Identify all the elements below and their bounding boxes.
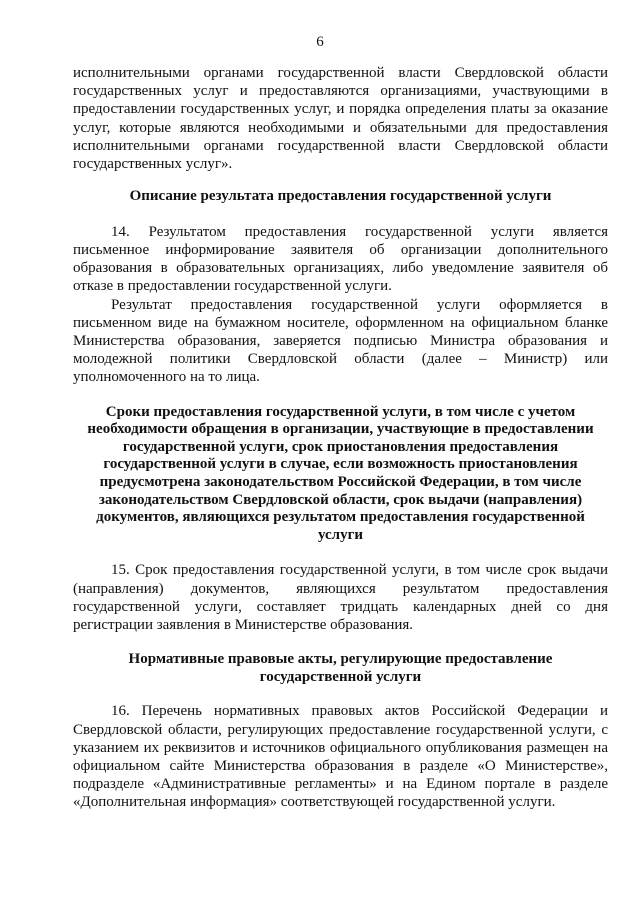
spacer [73, 686, 608, 702]
paragraph-16: 16. Перечень нормативных правовых актов Российской Федерации и Свердловской области, регулирующих предоставление государственной услуги, с указанием их реквизитов и источников официального опубликования размещен на официальном сайте Министерства образования в разделе «О Министерстве», подразделе «Административные регламенты» и на Едином портале в разделе «Дополнительная информация» соответствующей государственной услуги. [73, 703, 608, 811]
spacer [73, 634, 608, 651]
intro-paragraph: исполнительными органами государственной власти Свердловской области государственных услуг и предоставляются организациями, участвующими в предоставлении государственных услуг, и порядка определения платы за оказание услуг, которые являются необходимыми и обязательными для предоставления исполнительными органами государственной власти Свердловской области государственных услуг». [73, 65, 608, 173]
spacer [73, 387, 608, 404]
section-heading-terms: Сроки предоставления государственной услуги, в том числе с учетом необходимости обращения в организации, участвующие в предоставлении государственной услуги, срок приостановления предоставления государственной услуги в случае, если возможность приостановления предусмотрена законодательством Российской Федерации, в том числе законодательством Свердловской области, срок выдачи (направления) документов, являющихся результатом предоставления государственной услуги [87, 403, 594, 543]
paragraph-15: 15. Срок предоставления государственной услуги, в том числе срок выдачи (направления) документов, являющихся результатом предоставления государственной услуги, составляет тридцать календарных дней со дня регистрации заявления в Министерстве образования. [73, 562, 608, 633]
spacer [73, 544, 608, 561]
spacer [73, 173, 608, 188]
document-body [73, 64, 608, 812]
paragraph-14-form: Результат предоставления государственной услуги оформляется в письменном виде на бумажном носителе, оформленном на официальном бланке Министерства образования, заверяется подписью Министра образования и молодежной политики Свердловской области (далее – Министр) или уполномоченного на то лица. [73, 296, 608, 386]
paragraph-14: 14. Результатом предоставления государственной услуги является письменное информирование заявителя об организации дополнительного образования в образовательных организациях, либо уведомление заявителя об отказе в предоставлении государственной услуги. [73, 223, 608, 295]
section-heading-acts: Нормативные правовые акты, регулирующие предоставление государственной услуги [128, 651, 553, 685]
spacer [73, 206, 608, 223]
page-number: 6 [316, 34, 324, 50]
section-heading-result: Описание результата предоставления государственной услуги [129, 188, 552, 205]
